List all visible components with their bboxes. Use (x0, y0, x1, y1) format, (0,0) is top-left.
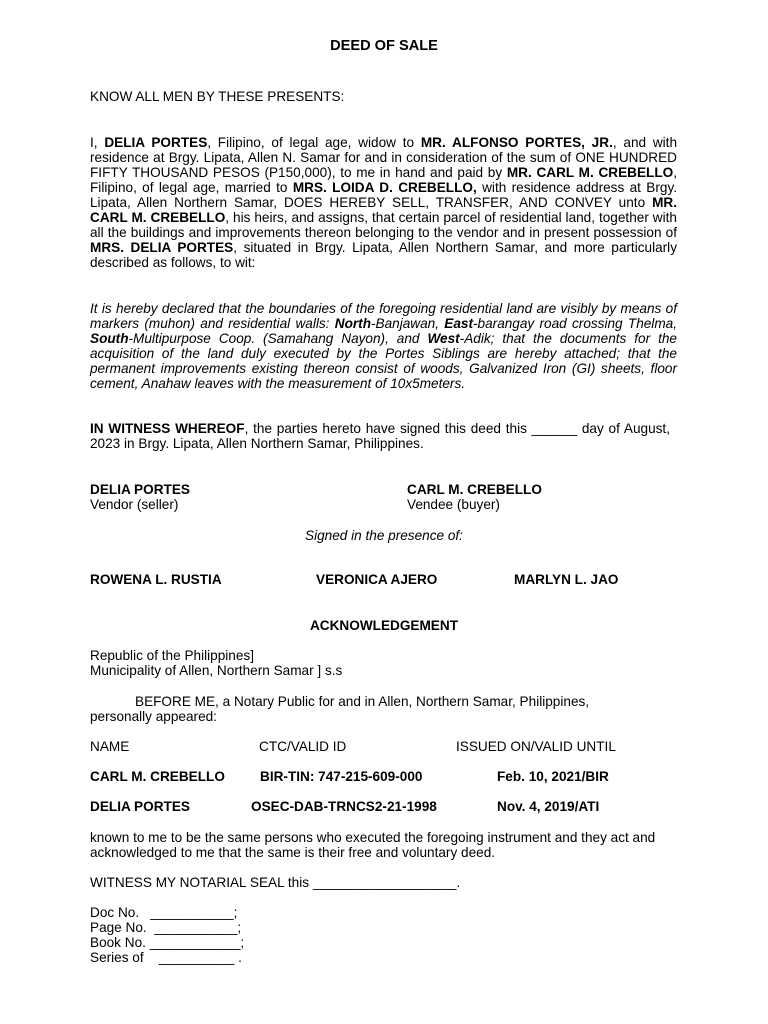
series-line: Series of __________ . (90, 950, 242, 965)
boundaries-paragraph-segment: South (90, 331, 129, 346)
conveyance-paragraph-segment: , situated in Brgy. Lipata, Allen Northern Samar, and more particularly described as follows, to wit: (90, 240, 677, 270)
table-row-2-name: DELIA PORTES (90, 799, 190, 814)
boundaries-paragraph-segment: North (334, 316, 371, 331)
boundaries-paragraph-segment: East (444, 316, 474, 331)
conveyance-paragraph-segment: DELIA PORTES (104, 135, 208, 150)
table-header-id: CTC/VALID ID (259, 739, 347, 754)
table-row-1-id: BIR-TIN: 747-215-609-000 (260, 769, 423, 784)
conveyance-paragraph-segment: , Filipino, of legal age, married to (90, 165, 678, 195)
presence-line: Signed in the presence of: (305, 528, 463, 543)
notarial-seal-line: WITNESS MY NOTARIAL SEAL this ___________________. (90, 875, 461, 890)
conveyance-paragraph-segment: , his heirs, and assigns, that certain parcel of residential land, together with all the buildings and improvements thereon belonging to the vendor and in present possession of (90, 210, 677, 240)
witness-3: MARLYN L. JAO (514, 572, 619, 587)
table-row-1-name: CARL M. CREBELLO (90, 769, 225, 784)
doc-no-line: Doc No. ___________; (90, 905, 238, 920)
page-no-line: Page No. ___________; (90, 920, 242, 935)
boundaries-paragraph-segment: West (427, 331, 460, 346)
boundaries-paragraph-segment: -Banjawan, (371, 316, 445, 331)
vendee-role: Vendee (buyer) (407, 497, 500, 512)
boundaries-paragraph-segment: It is hereby declared that the boundaries of the foregoing residential land are visibly by means of markers (muhon) and residential walls: (90, 301, 677, 331)
table-header-name: NAME (90, 739, 130, 754)
boundaries-paragraph-segment: -Adik; that the documents for the acquisition of the land duly executed by the Portes Siblings are hereby attached; that the permanent improvements existing thereon consist of woods, Galvanized Iron (GI) sheets, floor cement, Anahaw leaves with the measurement of 10x5meters. (90, 331, 677, 391)
boundaries-paragraph-segment: -barangay road crossing Thelma, (473, 316, 677, 331)
witness-whereof-paragraph-segment: IN WITNESS WHEREOF (90, 421, 245, 436)
venue-line-1: Republic of the Philippines] (90, 648, 254, 663)
conveyance-paragraph-segment: I, (90, 135, 105, 150)
boundaries-paragraph (90, 301, 677, 391)
table-row-2-id: OSEC-DAB-TRNCS2-21-1998 (251, 799, 437, 814)
conveyance-paragraph-segment: , and with residence at Brgy. Lipata, Allen N. Samar for and in consideration of the sum of ONE HUNDRED FIFTY THOUSAND PESOS (P150,000), to me in hand and paid by (90, 135, 677, 180)
witness-whereof-paragraph-segment: , the parties hereto have signed this deed this ______ day of August, 2023 in Brgy. Lipata, Allen Northern Samar, Philippines. (90, 421, 670, 451)
table-header-issued: ISSUED ON/VALID UNTIL (456, 739, 616, 754)
witness-2: VERONICA AJERO (316, 572, 438, 587)
book-no-line: Book No. ____________; (90, 935, 245, 950)
known-paragraph: known to me to be the same persons who executed the foregoing instrument and they act and acknowledged to me that the same is their free and voluntary deed. (90, 830, 656, 860)
acknowledgement-title: ACKNOWLEDGEMENT (309, 618, 458, 633)
witness-1: ROWENA L. RUSTIA (90, 572, 222, 587)
conveyance-paragraph-segment: MR. CARL M. CREBELLO (90, 195, 677, 225)
conveyance-paragraph-segment: MRS. LOIDA D. CREBELLO, (292, 180, 477, 195)
table-row-1-issued: Feb. 10, 2021/BIR (497, 769, 609, 784)
vendor-name: DELIA PORTES (90, 482, 190, 497)
conveyance-paragraph (90, 135, 677, 270)
document-title: DEED OF SALE (330, 38, 438, 54)
conveyance-paragraph-segment: MR. ALFONSO PORTES, JR. (420, 135, 613, 150)
venue-line-2: Municipality of Allen, Northern Samar ] s.s (90, 663, 343, 678)
conveyance-paragraph-segment: , Filipino, of legal age, widow to (207, 135, 421, 150)
intro-line: KNOW ALL MEN BY THESE PRESENTS: (90, 89, 345, 104)
boundaries-paragraph-segment: -Multipurpose Coop. (Samahang Nayon), and (128, 331, 428, 346)
vendor-role: Vendor (seller) (90, 497, 179, 512)
witness-whereof-paragraph (90, 421, 670, 451)
vendee-name: CARL M. CREBELLO (407, 482, 542, 497)
conveyance-paragraph-segment: MRS. DELIA PORTES (90, 240, 234, 255)
conveyance-paragraph-segment: with residence address at Brgy. Lipata, Allen Northern Samar, DOES HEREBY SELL, TRANSFER, AND CONVEY unto (90, 180, 678, 210)
conveyance-paragraph-segment: MR. CARL M. CREBELLO (506, 165, 674, 180)
table-row-2-issued: Nov. 4, 2019/ATI (497, 799, 600, 814)
before-me-paragraph: BEFORE ME, a Notary Public for and in Allen, Northern Samar, Philippines, personally appeared: (90, 694, 590, 724)
